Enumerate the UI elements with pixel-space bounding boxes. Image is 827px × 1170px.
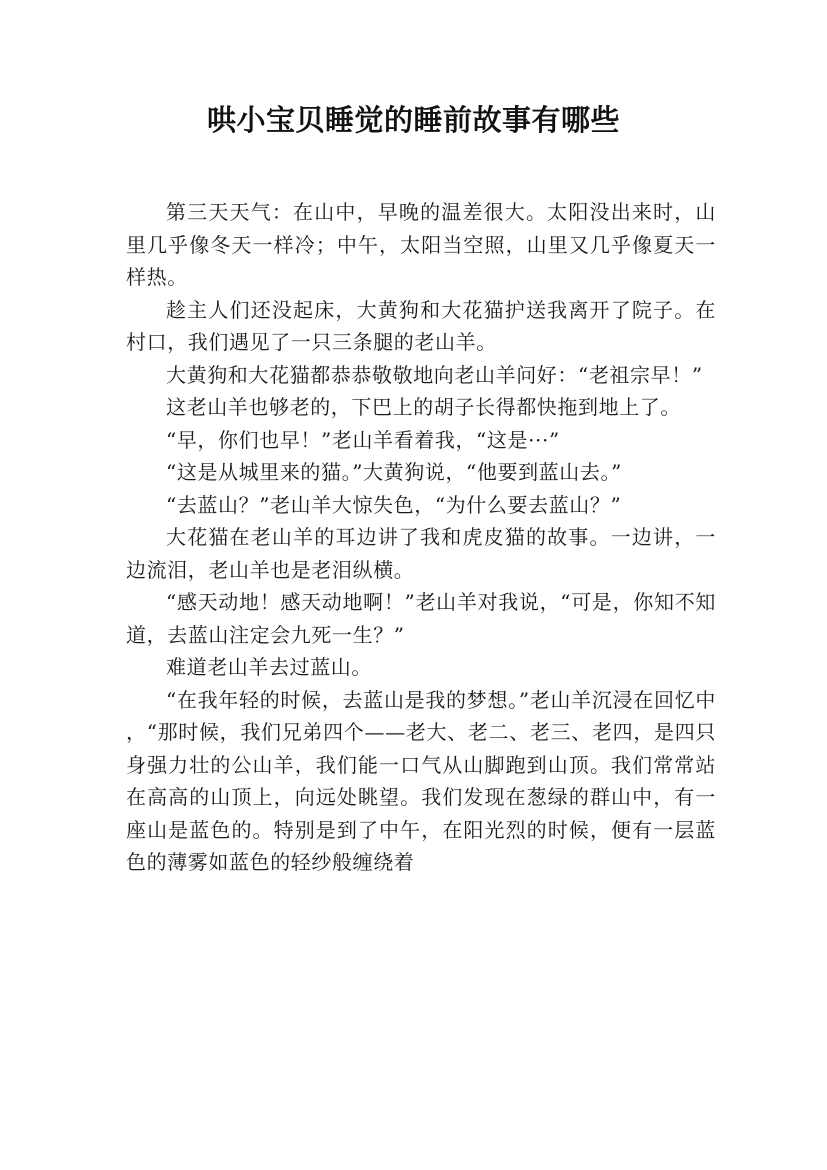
paragraph: “去蓝山？”老山羊大惊失色，“为什么要去蓝山？” [166, 492, 622, 517]
paragraph: “在我年轻的时候，去蓝山是我的梦想。”老山羊沉浸在回忆中，“那时候，我们兄弟四个——老大、老二、老三、老四，是四只身强力壮的公山羊，我们能一口气从山脚跑到山顶。我们常常站在高高的山顶上，向远处眺望。我们发现在葱绿的群山中，有一座山是蓝色的。特别是到了中午，在阳光烈的时候，便有一层蓝色的薄雾如蓝色的轻纱般缠绕着 [126, 687, 716, 874]
document-body [126, 196, 716, 879]
paragraph: “这是从城里来的猫。”大黄狗说，“他要到蓝山去。” [166, 460, 622, 484]
paragraph: 这老山羊也够老的，下巴上的胡子长得都快拖到地上了。 [166, 395, 681, 419]
paragraph: 大花猫在老山羊的耳边讲了我和虎皮猫的故事。一边讲，一边流泪，老山羊也是老泪纵横。 [126, 525, 716, 582]
paragraph: 难道老山羊去过蓝山。 [166, 655, 372, 679]
paragraph: 第三天天气：在山中，早晚的温差很大。太阳没出来时，山里几乎像冬天一样冷；中午，太阳当空照，山里又几乎像夏天一样热。 [126, 200, 716, 289]
paragraph: 大黄狗和大花猫都恭恭敬敬地向老山羊问好：“老祖宗早！” [166, 362, 703, 387]
paragraph: “感天动地！感天动地啊！”老山羊对我说，“可是，你知不知道，去蓝山注定会九死一生？” [126, 590, 716, 647]
paragraph: 趁主人们还没起床，大黄狗和大花猫护送我离开了院子。在村口，我们遇见了一只三条腿的老山羊。 [126, 297, 716, 354]
paragraph: “早，你们也早！”老山羊看着我，“这是···” [166, 427, 560, 452]
document-title: 哄小宝贝睡觉的睡前故事有哪些 [206, 103, 620, 137]
